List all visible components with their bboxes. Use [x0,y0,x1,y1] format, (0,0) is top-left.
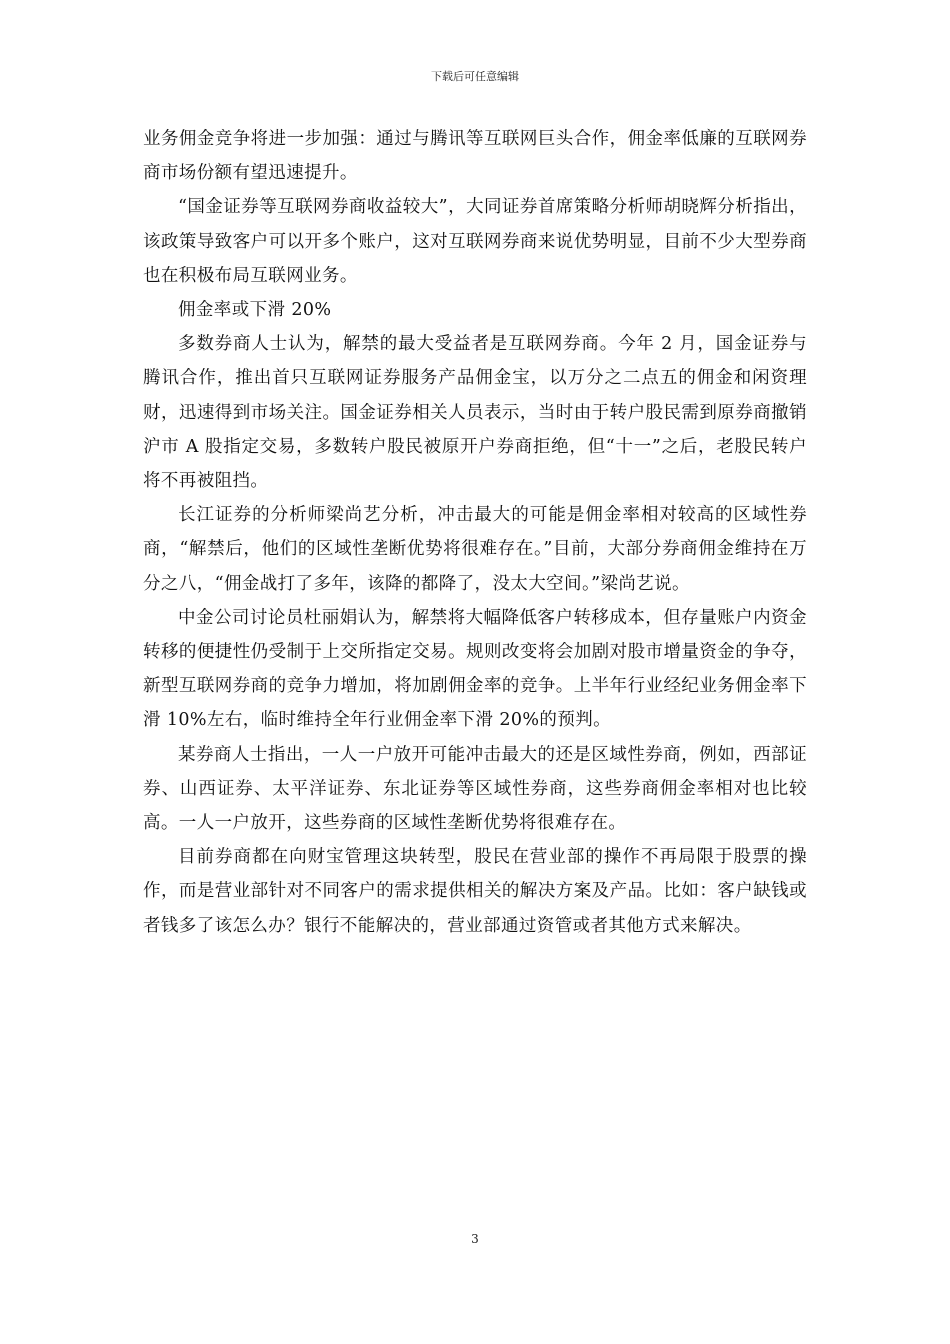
paragraph-continuation: 业务佣金竞争将进一步加强：通过与腾讯等互联网巨头合作，佣金率低廉的互联网券商市场份额有望迅速提升。 [143,129,807,184]
page-header: 下载后可任意编辑 [431,70,519,83]
paragraph-cicc-researcher: 中金公司讨论员杜丽娟认为，解禁将大幅降低客户转移成本，但存量账户内资金转移的便捷性仍受制于上交所指定交易。规则改变将会加剧对股市增量资金的争夺，新型互联网券商的竞争力增加，将加剧佣金率的竞争。上半年行业经纪业务佣金率下滑 10%左右，临时维持全年行业佣金率下滑 20%的预判。 [143,607,807,731]
section-subheading: 佣金率或下滑 20% [178,300,332,321]
paragraph-regional-brokers: 某券商人士指出，一人一户放开可能冲击最大的还是区域性券商，例如，西部证券、山西证券、太平洋证券、东北证券等区域性券商，这些券商佣金率相对也比较高。一人一户放开，这些券商的区域性垄断优势将很难存在。 [143,744,807,834]
paragraph-changjiang-analyst: 长江证券的分析师梁尚艺分析，冲击最大的可能是佣金率相对较高的区域性券商，“解禁后，他们的区域性垄断优势将很难存在。”目前，大部分券商佣金维持在万分之八，“佣金战打了多年，该降的都降了，没太大空间。”梁尚艺说。 [143,505,807,594]
paragraph-wealth-management: 目前券商都在向财宝管理这块转型，股民在营业部的操作不再局限于股票的操作，而是营业部针对不同客户的需求提供相关的解决方案及产品。比如：客户缺钱或者钱多了该怎么办？银行不能解决的，营业部通过资管或者其他方式来解决。 [143,847,807,936]
page-number: 3 [471,1232,479,1246]
paragraph-quote-guojin: “国金证券等互联网券商收益较大”，大同证券首席策略分析师胡晓辉分析指出，该政策导致客户可以开多个账户，这对互联网券商来说优势明显，目前不少大型券商也在积极布局互联网业务。 [143,197,807,286]
paragraph-internet-brokers: 多数券商人士认为，解禁的最大受益者是互联网券商。今年 2 月，国金证券与腾讯合作，推出首只互联网证券服务产品佣金宝，以万分之二点五的佣金和闲资理财，迅速得到市场关注。国金证券相关人员表示，当时由于转户股民需到原券商撤销沪市 A 股指定交易，多数转户股民被原开户券商拒绝，但“十一”之后，老股民转户将不再被阻挡。 [143,334,807,492]
document-body [143,122,807,943]
